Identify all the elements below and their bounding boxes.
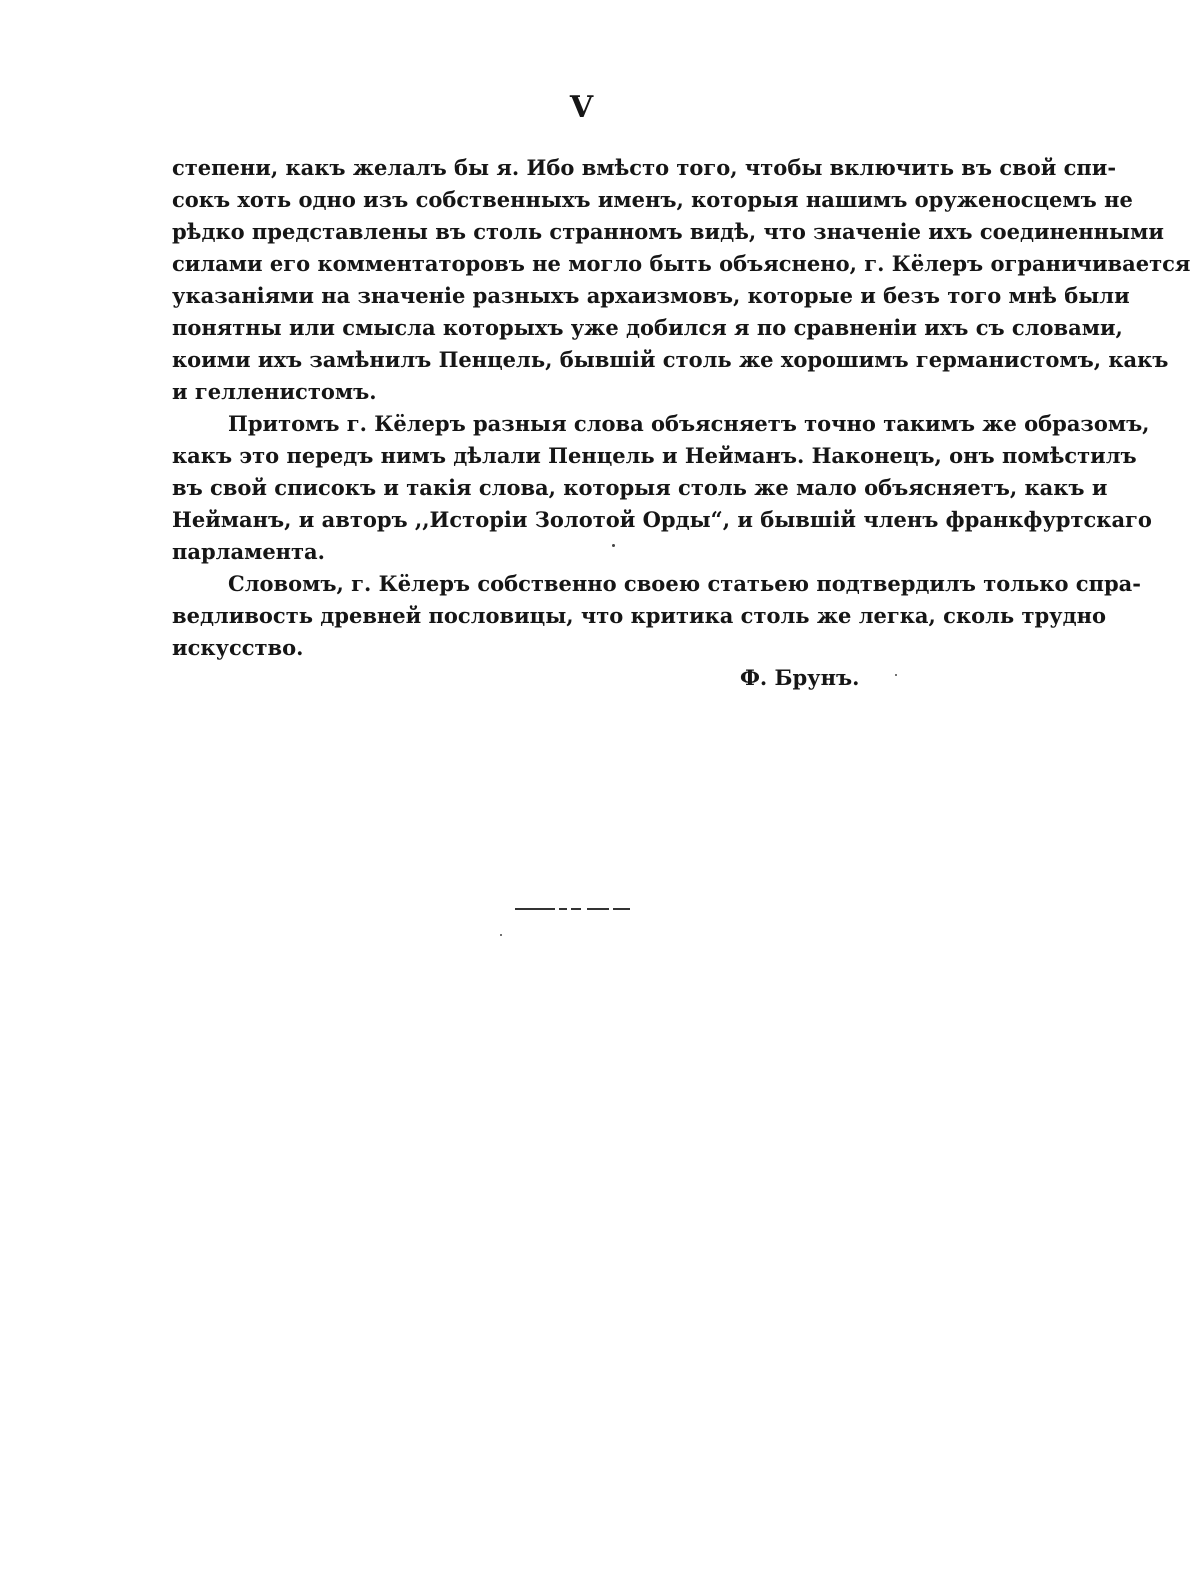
- text-line: и гелленистомъ.: [172, 379, 377, 404]
- page-number: V: [569, 90, 594, 125]
- text-line: искусство.: [172, 635, 304, 660]
- text-line: ведливость древней пословицы, что критика столь же легка, сколь трудно: [172, 603, 1106, 628]
- text-line: Нейманъ, и авторъ ,,Исторiи Золотой Орды“, и бывшiй членъ франкфуртскаго: [172, 507, 1152, 532]
- print-speck: [500, 934, 502, 936]
- text-line: сокъ хоть одно изъ собственныхъ именъ, которыя нашимъ оруженосцемъ не: [172, 187, 1133, 212]
- paragraph-2: [172, 408, 1152, 568]
- text-line: Словомъ, г. Кёлеръ собственно своею статьею подтвердилъ только спра-: [228, 571, 1141, 596]
- text-line: понятны или смысла которыхъ уже добился я по сравненiи ихъ съ словами,: [172, 315, 1123, 340]
- text-line: коими ихъ замѣнилъ Пенцель, бывшiй столь же хорошимъ германистомъ, какъ: [172, 347, 1169, 372]
- body-text: [172, 152, 1190, 664]
- author-signature: Ф. Брунъ.: [740, 665, 860, 690]
- print-speck: [612, 544, 615, 547]
- text-line: степени, какъ желалъ бы я. Ибо вмѣсто того, чтобы включить въ свой спи-: [172, 155, 1117, 180]
- text-line: парламента.: [172, 539, 325, 564]
- end-divider: [515, 908, 630, 910]
- paragraph-1: [172, 152, 1190, 408]
- text-line: силами его комментаторовъ не могло быть объяснено, г. Кёлеръ ограничивается: [172, 251, 1190, 276]
- paragraph-3: [172, 568, 1141, 664]
- text-line: указанiями на значенiе разныхъ архаизмовъ, которые и безъ того мнѣ были: [172, 283, 1130, 308]
- text-line: какъ это передъ нимъ дѣлали Пенцель и Нейманъ. Наконецъ, онъ помѣстилъ: [172, 443, 1137, 468]
- text-line: Притомъ г. Кёлеръ разныя слова объясняетъ точно такимъ же образомъ,: [228, 411, 1150, 436]
- text-line: въ свой списокъ и такiя слова, которыя столь же мало объясняетъ, какъ и: [172, 475, 1108, 500]
- text-line: рѣдко представлены въ столь странномъ видѣ, что значенiе ихъ соединенными: [172, 219, 1164, 244]
- print-speck: [895, 674, 897, 676]
